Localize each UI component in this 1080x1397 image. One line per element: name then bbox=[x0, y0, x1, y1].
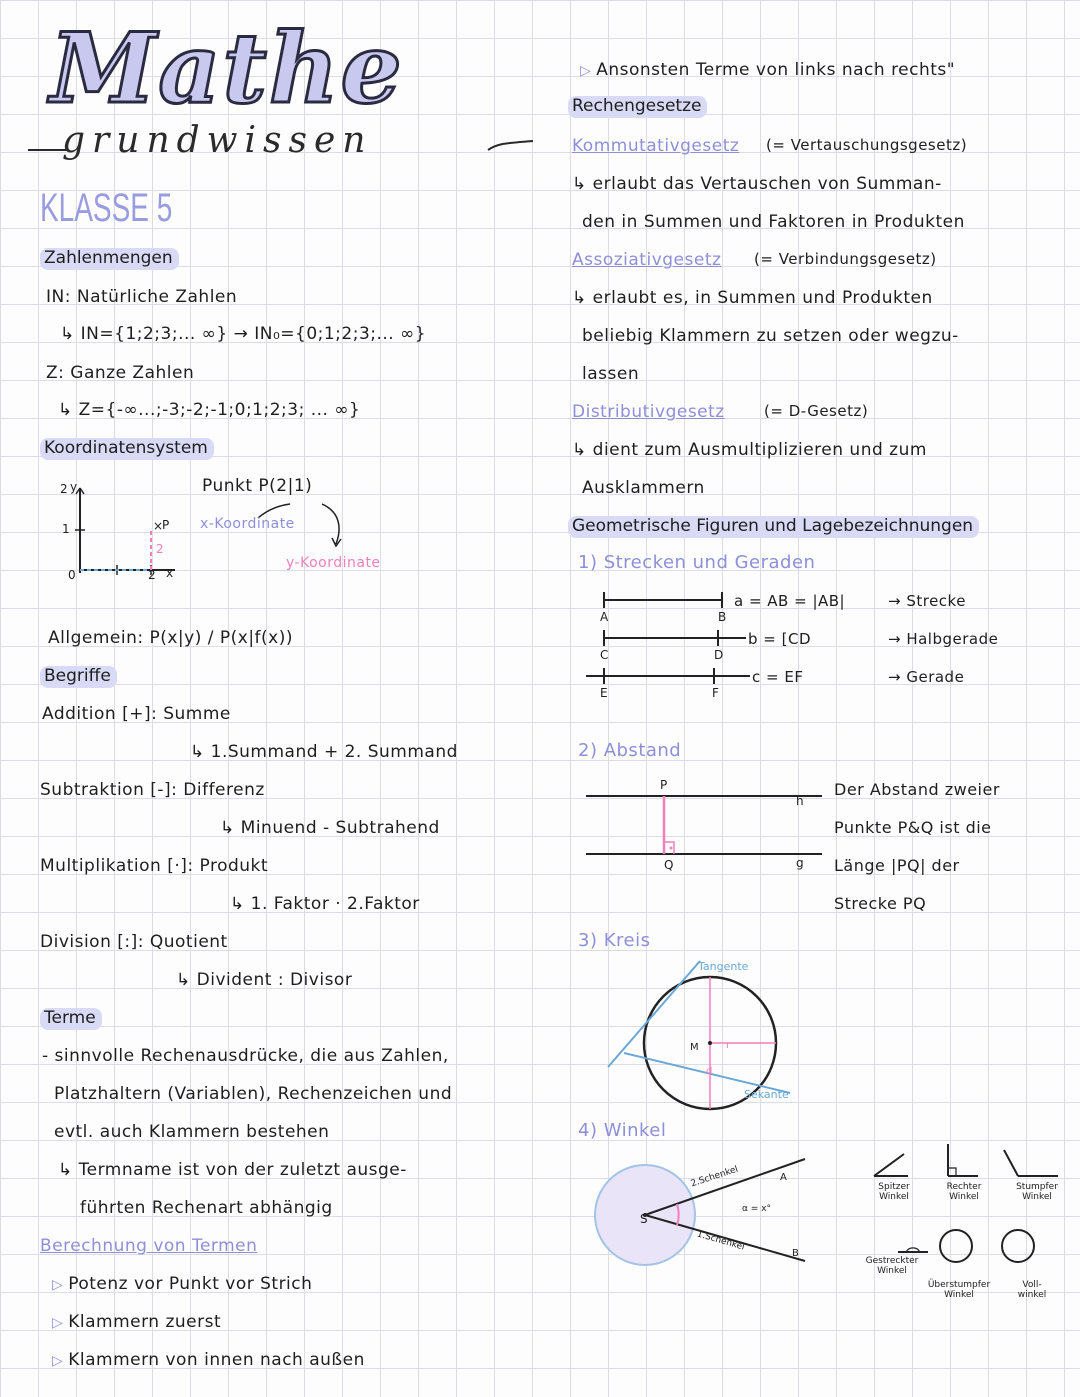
addition-parts: ↳ 1.Summand + 2. Summand bbox=[190, 742, 458, 762]
rule-item: ▷ Klammern von innen nach außen bbox=[52, 1350, 365, 1370]
subtraction-term: Subtraktion [-]: Differenz bbox=[40, 780, 265, 800]
y-coordinate-label: y-Koordinate bbox=[286, 555, 381, 571]
angle-diagram bbox=[595, 1145, 815, 1275]
center-m-label: M bbox=[690, 1042, 699, 1053]
line-h-label: h bbox=[796, 794, 804, 808]
abstand-text-4: Strecke PQ bbox=[834, 894, 927, 913]
rule-item: ▷ Potenz vor Punkt vor Strich bbox=[52, 1274, 313, 1294]
abstand-text-2: Punkte P&Q ist die bbox=[834, 818, 992, 837]
distance-point-p: P bbox=[660, 778, 668, 792]
integers-set: ↳ Z={-∞...;-3;-2;-1;0;1;2;3; ... ∞} bbox=[58, 400, 361, 420]
point-c-label: C bbox=[600, 648, 609, 662]
winkel-heading: 4) Winkel bbox=[578, 1120, 667, 1141]
first-leg-label: 1.Schenkel bbox=[695, 1229, 746, 1253]
berechnung-heading: Berechnung von Termen bbox=[40, 1236, 258, 1256]
terme-line-5: führten Rechenart abhängig bbox=[80, 1198, 333, 1218]
angle-type-right: Rechter Winkel bbox=[946, 1182, 982, 1202]
kommutativ-note: (= Vertauschungsgesetz) bbox=[766, 136, 968, 154]
point-b-angle-label: B bbox=[792, 1248, 799, 1259]
rechengesetze-heading: Rechengesetze bbox=[568, 96, 707, 118]
point-d-label: D bbox=[714, 648, 724, 662]
addition-term: Addition [+]: Summe bbox=[42, 704, 231, 724]
angle-type-reflex: Überstumpfer Winkel bbox=[927, 1280, 991, 1300]
kommutativ-line-2: den in Summen und Faktoren in Produkten bbox=[582, 212, 965, 232]
point-e-label: E bbox=[600, 686, 608, 700]
distributiv-line-1: ↳ dient zum Ausmultiplizieren und zum bbox=[572, 440, 927, 460]
line-g-label: g bbox=[796, 856, 804, 870]
segment-b-notation: b = [CD bbox=[748, 630, 812, 648]
assoziativ-line-3: lassen bbox=[582, 364, 640, 384]
abstand-text-1: Der Abstand zweier bbox=[834, 780, 1000, 799]
axis-label-1: 1 bbox=[62, 522, 70, 536]
terme-line-3: evtl. auch Klammern bestehen bbox=[54, 1122, 330, 1142]
point-p-label: P bbox=[162, 518, 170, 532]
point-b-label: B bbox=[718, 610, 727, 624]
assoziativ-line-2: beliebig Klammern zu setzen oder wegzu- bbox=[582, 326, 959, 346]
angle-type-straight: Gestreckter Winkel bbox=[865, 1256, 919, 1276]
triangle-bullet-icon: ▷ bbox=[52, 1277, 69, 1293]
triangle-bullet-icon: ▷ bbox=[52, 1315, 69, 1331]
diameter-d-label: d bbox=[706, 1066, 713, 1077]
segment-b-type: → Halbgerade bbox=[888, 630, 999, 648]
abstand-heading: 2) Abstand bbox=[578, 740, 682, 761]
point-f-label: F bbox=[712, 686, 719, 700]
segment-c-notation: c = EF bbox=[752, 668, 804, 686]
vertex-s-label: S bbox=[640, 1212, 648, 1226]
kommutativ-line-1: ↳ erlaubt das Vertauschen von Summan- bbox=[572, 174, 942, 194]
strecken-heading: 1) Strecken und Geraden bbox=[578, 552, 816, 573]
y-distance-label: 2 bbox=[156, 542, 164, 556]
general-point-notation: Allgemein: P(x|y) / P(x|f(x)) bbox=[48, 628, 293, 648]
natural-numbers-label: IN: Natürliche Zahlen bbox=[46, 287, 238, 307]
point-a-label: A bbox=[600, 610, 609, 624]
angle-type-obtuse: Stumpfer Winkel bbox=[1016, 1182, 1058, 1202]
koordinatensystem-heading: Koordinatensystem bbox=[40, 438, 214, 460]
second-leg-label: 2.Schenkel bbox=[689, 1164, 740, 1190]
distance-diagram bbox=[586, 780, 826, 880]
distributiv-line-2: Ausklammern bbox=[582, 478, 705, 498]
assoziativ-line-1: ↳ erlaubt es, in Summen und Produkten bbox=[572, 288, 933, 308]
radius-r-label: r bbox=[726, 1040, 731, 1051]
geometrie-heading: Geometrische Figuren und Lagebezeichnungen bbox=[568, 516, 979, 538]
terme-line-1: - sinnvolle Rechenausdrücke, die aus Zahlen, bbox=[42, 1046, 449, 1066]
x-coordinate-label: x-Koordinate bbox=[200, 516, 295, 532]
abstand-text-3: Länge |PQ| der bbox=[834, 856, 960, 875]
secant-label: Sekante bbox=[744, 1088, 789, 1101]
axis-label-0: 0 bbox=[68, 568, 76, 582]
point-a-angle-label: A bbox=[780, 1172, 787, 1183]
terme-line-2: Platzhaltern (Variablen), Rechenzeichen und bbox=[54, 1084, 453, 1104]
assoziativ-heading: Assoziativgesetz bbox=[572, 250, 722, 270]
tangent-label: Tangente bbox=[698, 960, 749, 973]
begriffe-heading: Begriffe bbox=[40, 666, 117, 688]
segment-c-type: → Gerade bbox=[888, 668, 965, 686]
assoziativ-note: (= Verbindungsgesetz) bbox=[754, 250, 937, 268]
left-to-right-rule: ▷ Ansonsten Terme von links nach rechts" bbox=[580, 60, 956, 80]
rule-item: ▷ Klammern zuerst bbox=[52, 1312, 222, 1332]
zahlenmengen-heading: Zahlenmengen bbox=[40, 248, 179, 270]
point-example: Punkt P(2|1) bbox=[202, 476, 313, 496]
kreis-heading: 3) Kreis bbox=[578, 930, 651, 951]
terme-line-4: ↳ Termname ist von der zuletzt ausge- bbox=[58, 1160, 407, 1180]
natural-numbers-set: ↳ IN={1;2;3;... ∞} → IN₀={0;1;2;3;... ∞} bbox=[60, 324, 427, 344]
svg-text:×: × bbox=[153, 519, 164, 533]
division-parts: ↳ Divident : Divisor bbox=[176, 970, 353, 990]
distributiv-heading: Distributivgesetz bbox=[572, 402, 725, 422]
segment-a-type: → Strecke bbox=[888, 592, 966, 610]
page-subtitle: grundwissen bbox=[62, 120, 373, 161]
triangle-bullet-icon: ▷ bbox=[52, 1353, 69, 1369]
axis-label-y: y bbox=[70, 480, 78, 494]
grade-heading: KLASSE 5 bbox=[40, 186, 173, 230]
terme-heading: Terme bbox=[40, 1008, 102, 1030]
segment-a-notation: a = AB = |AB| bbox=[734, 592, 846, 610]
division-term: Division [:]: Quotient bbox=[40, 932, 228, 952]
axis-label-2x: 2 bbox=[148, 568, 156, 582]
axis-label-x: x bbox=[166, 566, 174, 580]
distance-point-q: Q bbox=[664, 858, 674, 872]
angle-equation: α = x° bbox=[742, 1204, 772, 1214]
distributiv-note: (= D-Gesetz) bbox=[764, 402, 869, 420]
multiplication-term: Multiplikation [·]: Produkt bbox=[40, 856, 269, 876]
integers-label: Z: Ganze Zahlen bbox=[46, 363, 195, 383]
axis-label-2y: 2 bbox=[60, 482, 68, 496]
multiplication-parts: ↳ 1. Faktor · 2.Faktor bbox=[230, 894, 420, 914]
subtraction-parts: ↳ Minuend - Subtrahend bbox=[220, 818, 440, 838]
angle-type-acute: Spitzer Winkel bbox=[878, 1182, 910, 1202]
page-title: Mathe bbox=[50, 12, 404, 125]
angle-types-icons bbox=[868, 1140, 1068, 1270]
triangle-bullet-icon: ▷ bbox=[580, 63, 597, 79]
angle-type-full: Voll-winkel bbox=[1017, 1280, 1047, 1300]
kommutativ-heading: Kommutativgesetz bbox=[572, 136, 740, 156]
